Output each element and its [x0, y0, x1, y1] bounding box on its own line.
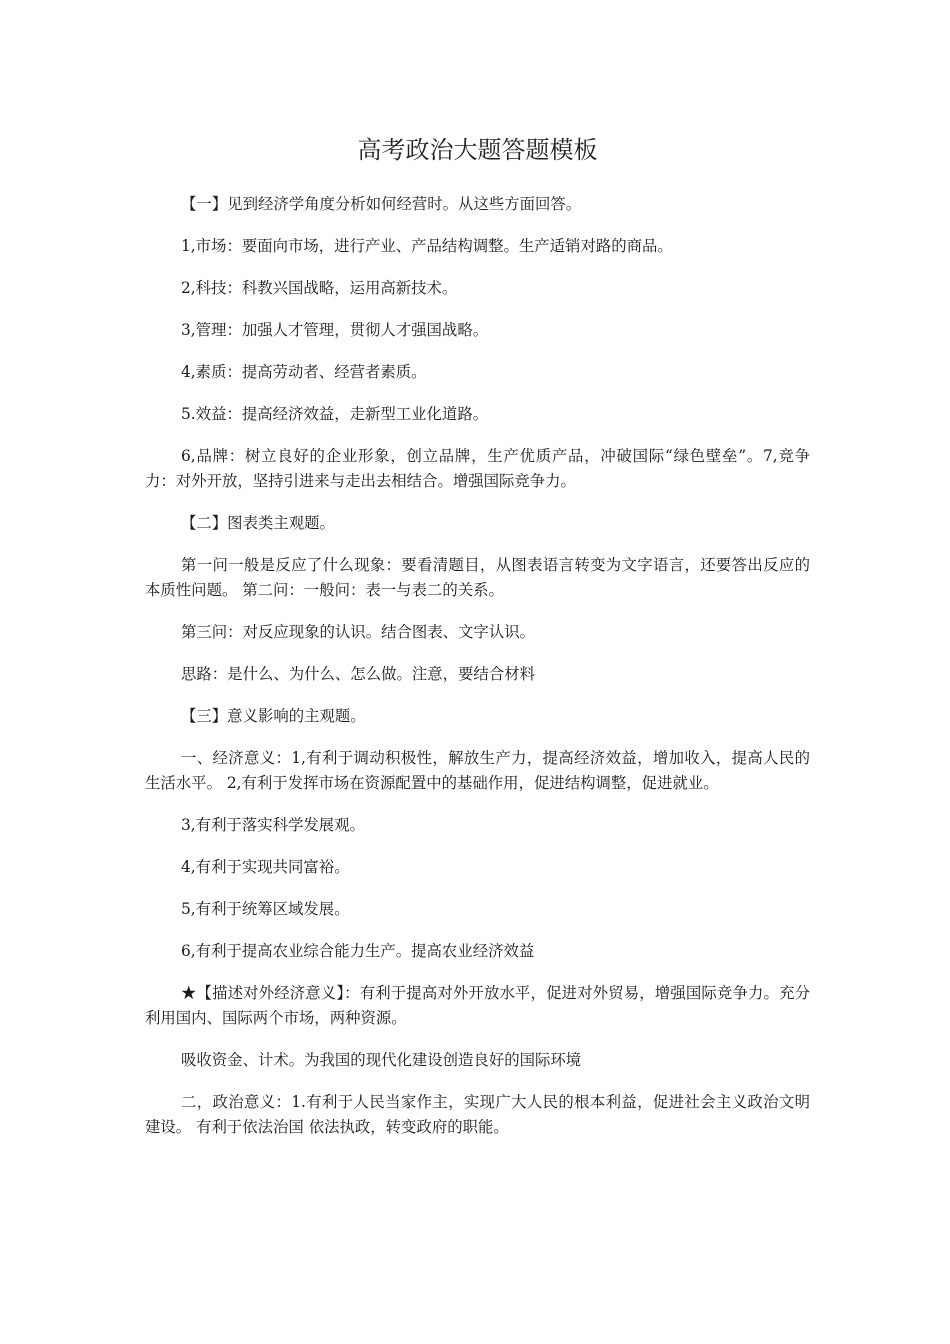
paragraph: 1,市场：要面向市场，进行产业、产品结构调整。生产适销对路的商品。 [181, 237, 673, 255]
paragraph: 思路：是什么、为什么、怎么做。注意，要结合材料 [181, 665, 535, 683]
paragraph: 5,有利于统筹区域发展。 [181, 900, 350, 918]
paragraph: 4,有利于实现共同富裕。 [181, 858, 350, 876]
paragraph: 6,品牌：树立良好的企业形象，创立品牌，生产优质产品，冲破国际“绿色壁垒”。7,竞争力：对外开放，坚持引进来与走出去相结合。增强国际竞争力。 [145, 447, 810, 490]
document-title: 高考政治大题答题模板 [357, 136, 598, 164]
paragraph: 吸收资金、计术。为我国的现代化建设创造良好的国际环境 [181, 1051, 582, 1069]
paragraph: 3,管理：加强人才管理，贯彻人才强国战略。 [181, 321, 489, 339]
paragraph: 【一】见到经济学角度分析如何经营时。从这些方面回答。 [181, 195, 582, 213]
paragraph: 第三问：对反应现象的认识。结合图表、文字认识。 [181, 623, 535, 641]
paragraph: 第一问一般是反应了什么现象：要看清题目，从图表语言转变为文字语言，还要答出反应的本质性问题。 第二问：一般问：表一与表二的关系。 [145, 556, 810, 599]
paragraph: 2,科技：科教兴国战略，运用高新技术。 [181, 279, 458, 297]
paragraph: 4,素质：提高劳动者、经营者素质。 [181, 363, 427, 381]
paragraph: 一、经济意义：1,有利于调动积极性，解放生产力，提高经济效益，增加收入，提高人民的生活水平。 2,有利于发挥市场在资源配置中的基础作用，促进结构调整，促进就业。 [145, 749, 810, 792]
paragraph: ★【描述对外经济意义】：有利于提高对外开放水平，促进对外贸易，增强国际竞争力。充分利用国内、国际两个市场，两种资源。 [145, 984, 810, 1027]
paragraph: 5.效益：提高经济效益，走新型工业化道路。 [181, 405, 489, 423]
paragraph: 【二】图表类主观题。 [181, 514, 335, 532]
paragraph: 【三】意义影响的主观题。 [181, 707, 366, 725]
paragraph: 6,有利于提高农业综合能力生产。提高农业经济效益 [181, 942, 535, 960]
paragraph: 3,有利于落实科学发展观。 [181, 816, 365, 834]
document-body [145, 192, 810, 1157]
paragraph: 二，政治意义：1.有利于人民当家作主，实现广大人民的根本利益，促进社会主义政治文明建设。 有利于依法治国 依法执政，转变政府的职能。 [145, 1093, 810, 1136]
